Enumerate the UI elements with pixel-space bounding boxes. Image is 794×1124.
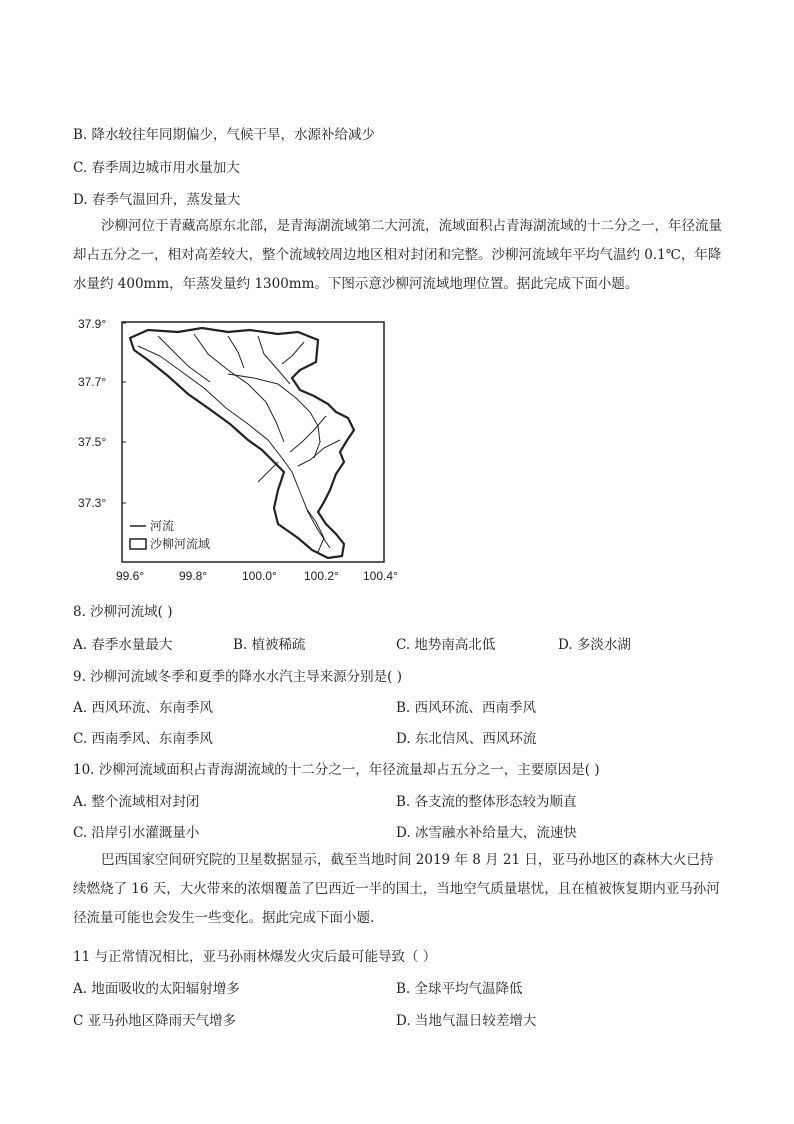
lat-label-37-3: 37.3° bbox=[78, 496, 107, 510]
q8-option-b[interactable]: B. 植被稀疏 bbox=[233, 637, 306, 653]
lon-label-100-4: 100.4° bbox=[363, 569, 398, 583]
legend-river-label: 河流 bbox=[150, 519, 175, 533]
q9-option-b[interactable]: B. 西风环流、西南季风 bbox=[396, 700, 537, 716]
lon-label-99-6: 99.6° bbox=[116, 569, 145, 583]
q8-option-a[interactable]: A. 春季水量最大 bbox=[73, 637, 173, 653]
q11-option-d[interactable]: D. 当地气温日较差增大 bbox=[396, 1013, 537, 1029]
passage-shaliu-river bbox=[73, 212, 723, 299]
lon-label-99-8: 99.8° bbox=[179, 569, 208, 583]
q10-option-d[interactable]: D. 冰雪融水补给量大，流速快 bbox=[396, 825, 577, 841]
q10-option-a[interactable]: A. 整个流域相对封闭 bbox=[73, 794, 200, 810]
passage-amazon-fire bbox=[73, 846, 723, 933]
q10-option-b[interactable]: B. 各支流的整体形态较为顺直 bbox=[396, 794, 577, 810]
option-d-prev: D. 春季气温回升，蒸发量大 bbox=[73, 192, 241, 208]
q11-option-b[interactable]: B. 全球平均气温降低 bbox=[396, 981, 523, 997]
lat-label-37-5: 37.5° bbox=[78, 435, 107, 449]
q8-option-d[interactable]: D. 多淡水湖 bbox=[558, 637, 631, 653]
shaliu-basin-map bbox=[78, 312, 408, 584]
q10-stem: 10. 沙柳河流域面积占青海湖流域的十二分之一，年径流量却占五分之一，主要原因是( ) bbox=[73, 762, 600, 778]
lon-label-100-2: 100.2° bbox=[304, 569, 339, 583]
passage-amazon-text: 巴西国家空间研究院的卫星数据显示，截至当地时间 2019 年 8 月 21 日，亚马孙地区的森林大火已持续燃烧了 16 天，大火带来的浓烟覆盖了巴西近一半的国土，当地空气质量堪忧，且在植被恢复期内亚马孙河径流量可能也会发生一些变化。据此完成下面小题. bbox=[73, 852, 720, 926]
q11-option-a[interactable]: A. 地面吸收的太阳辐射增多 bbox=[73, 981, 240, 997]
q11-stem: 11 与正常情况相比，亚马孙雨林爆发火灾后最可能导致（ ） bbox=[73, 949, 437, 965]
q8-stem: 8. 沙柳河流域( ) bbox=[73, 604, 173, 620]
passage-shaliu-text: 沙柳河位于青藏高原东北部，是青海湖流域第二大河流，流域面积占青海湖流域的十二分之一，年径流量却占五分之一，相对高差较大，整个流域较周边地区相对封闭和完整。沙柳河流域年平均气温约 0.1℃，年降水量约 400mm，年蒸发量约 1300mm。下图示意沙柳河流域地理位置。据此完成下面小题。 bbox=[73, 218, 722, 292]
legend-basin-symbol bbox=[130, 539, 146, 549]
legend-basin-label: 沙柳河流域 bbox=[150, 537, 211, 551]
q11-option-c[interactable]: C 亚马孙地区降雨天气增多 bbox=[73, 1013, 237, 1029]
lon-label-100-0: 100.0° bbox=[242, 569, 277, 583]
lat-label-37-7: 37.7° bbox=[78, 375, 107, 389]
q9-stem: 9. 沙柳河流域冬季和夏季的降水水汽主导来源分别是( ) bbox=[73, 669, 402, 685]
q9-option-d[interactable]: D. 东北信风、西风环流 bbox=[396, 731, 537, 747]
q8-option-c[interactable]: C. 地势南高北低 bbox=[396, 637, 496, 653]
q10-option-c[interactable]: C. 沿岸引水灌溉量小 bbox=[73, 825, 200, 841]
lat-label-37-9: 37.9° bbox=[78, 317, 107, 331]
option-b-prev: B. 降水较往年同期偏少，气候干旱，水源补给减少 bbox=[73, 127, 376, 143]
option-c-prev: C. 春季周边城市用水量加大 bbox=[73, 160, 240, 176]
q9-option-a[interactable]: A. 西风环流、东南季风 bbox=[73, 700, 213, 716]
q9-option-c[interactable]: C. 西南季风、东南季风 bbox=[73, 731, 213, 747]
